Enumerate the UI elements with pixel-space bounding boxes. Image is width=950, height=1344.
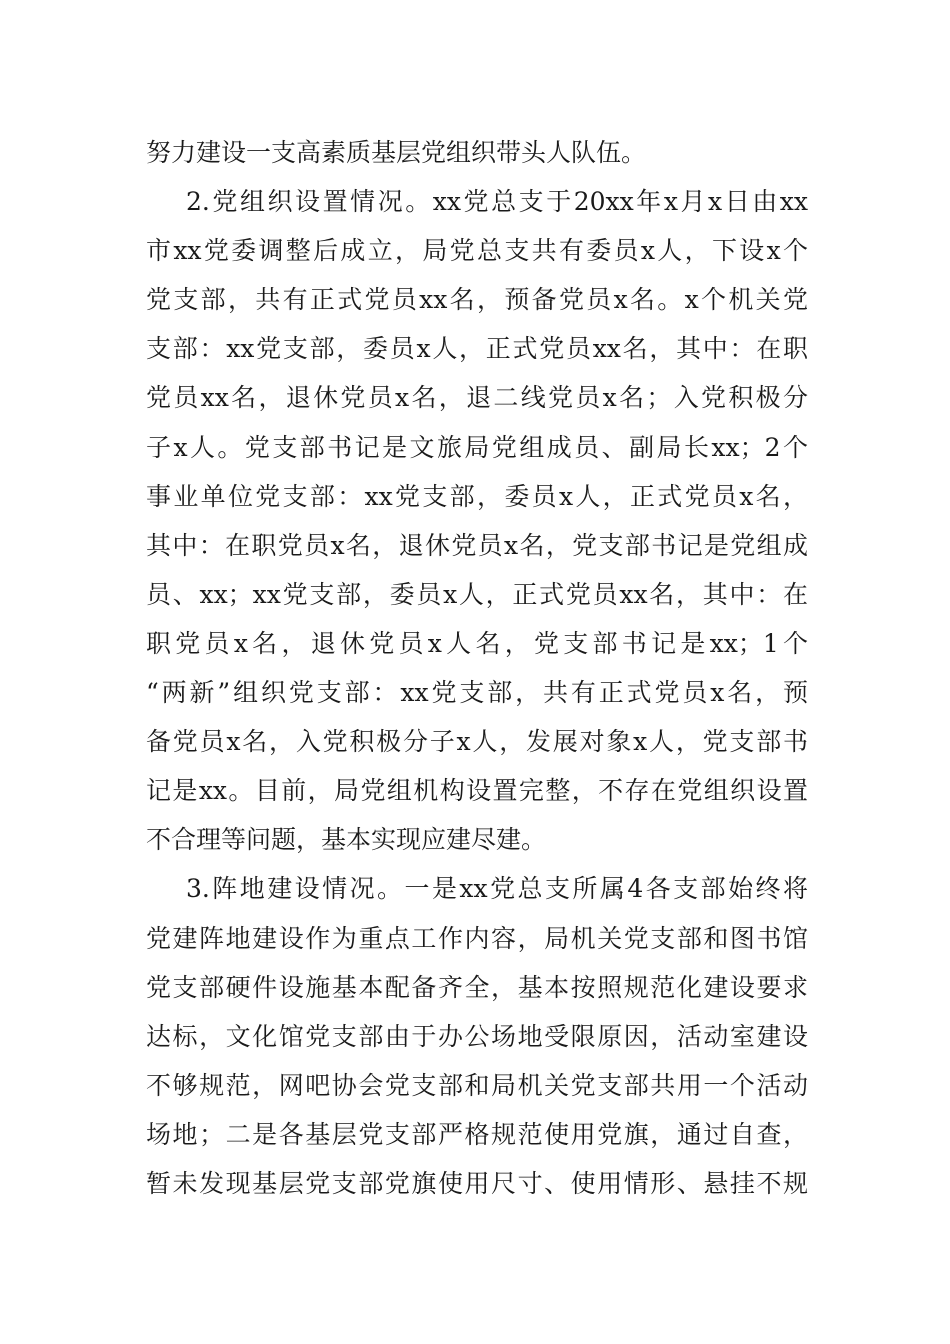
paragraph-start-line: 2.党组织设置情况。xx党总支于20xx年x月x日由xx — [186, 187, 808, 217]
text-line: 市xx党委调整后成立，局党总支共有委员x人，下设x个 — [146, 236, 808, 266]
text-line: 努力建设一支高素质基层党组织带头人队伍。 — [146, 138, 647, 167]
text-line: 记是xx。目前，局党组机构设置完整，不存在党组织设置 — [146, 776, 808, 806]
text-line: 员、xx；xx党支部，委员x人，正式党员xx名，其中：在 — [146, 579, 808, 609]
text-line: “两新”组织党支部：xx党支部，共有正式党员x名，预 — [146, 678, 808, 708]
text-line: 不够规范，网吧协会党支部和局机关党支部共用一个活动 — [146, 1070, 808, 1100]
text-line: 党支部，共有正式党员xx名，预备党员x名。x个机关党 — [146, 285, 808, 315]
text-line: 支部：xx党支部，委员x人，正式党员xx名，其中：在职 — [146, 334, 808, 364]
body-text — [146, 128, 808, 1208]
text-line: 职党员x名，退休党员x人名，党支部书记是xx；1个 — [146, 628, 808, 658]
text-line: 场地；二是各基层党支部严格规范使用党旗，通过自查， — [146, 1119, 808, 1149]
text-line: 不合理等问题，基本实现应建尽建。 — [146, 825, 547, 855]
text-line: 事业单位党支部：xx党支部，委员x人，正式党员x名， — [146, 481, 808, 511]
paragraph-start-line: 3.阵地建设情况。一是xx党总支所属4各支部始终将 — [186, 874, 808, 904]
text-line: 其中：在职党员x名，退休党员x名，党支部书记是党组成 — [146, 530, 808, 560]
text-line: 党建阵地建设作为重点工作内容，局机关党支部和图书馆 — [146, 923, 808, 953]
text-line: 达标，文化馆党支部由于办公场地受限原因，活动室建设 — [146, 1021, 808, 1051]
text-line: 子x人。党支部书记是文旅局党组成员、副局长xx；2个 — [146, 432, 808, 462]
text-line: 党员xx名，退休党员x名，退二线党员x名；入党积极分 — [146, 383, 808, 413]
text-line: 党支部硬件设施基本配备齐全，基本按照规范化建设要求 — [146, 972, 808, 1002]
text-line: 备党员x名，入党积极分子x人，发展对象x人，党支部书 — [146, 727, 808, 757]
text-line: 暂未发现基层党支部党旗使用尺寸、使用情形、悬挂不规 — [146, 1168, 808, 1198]
